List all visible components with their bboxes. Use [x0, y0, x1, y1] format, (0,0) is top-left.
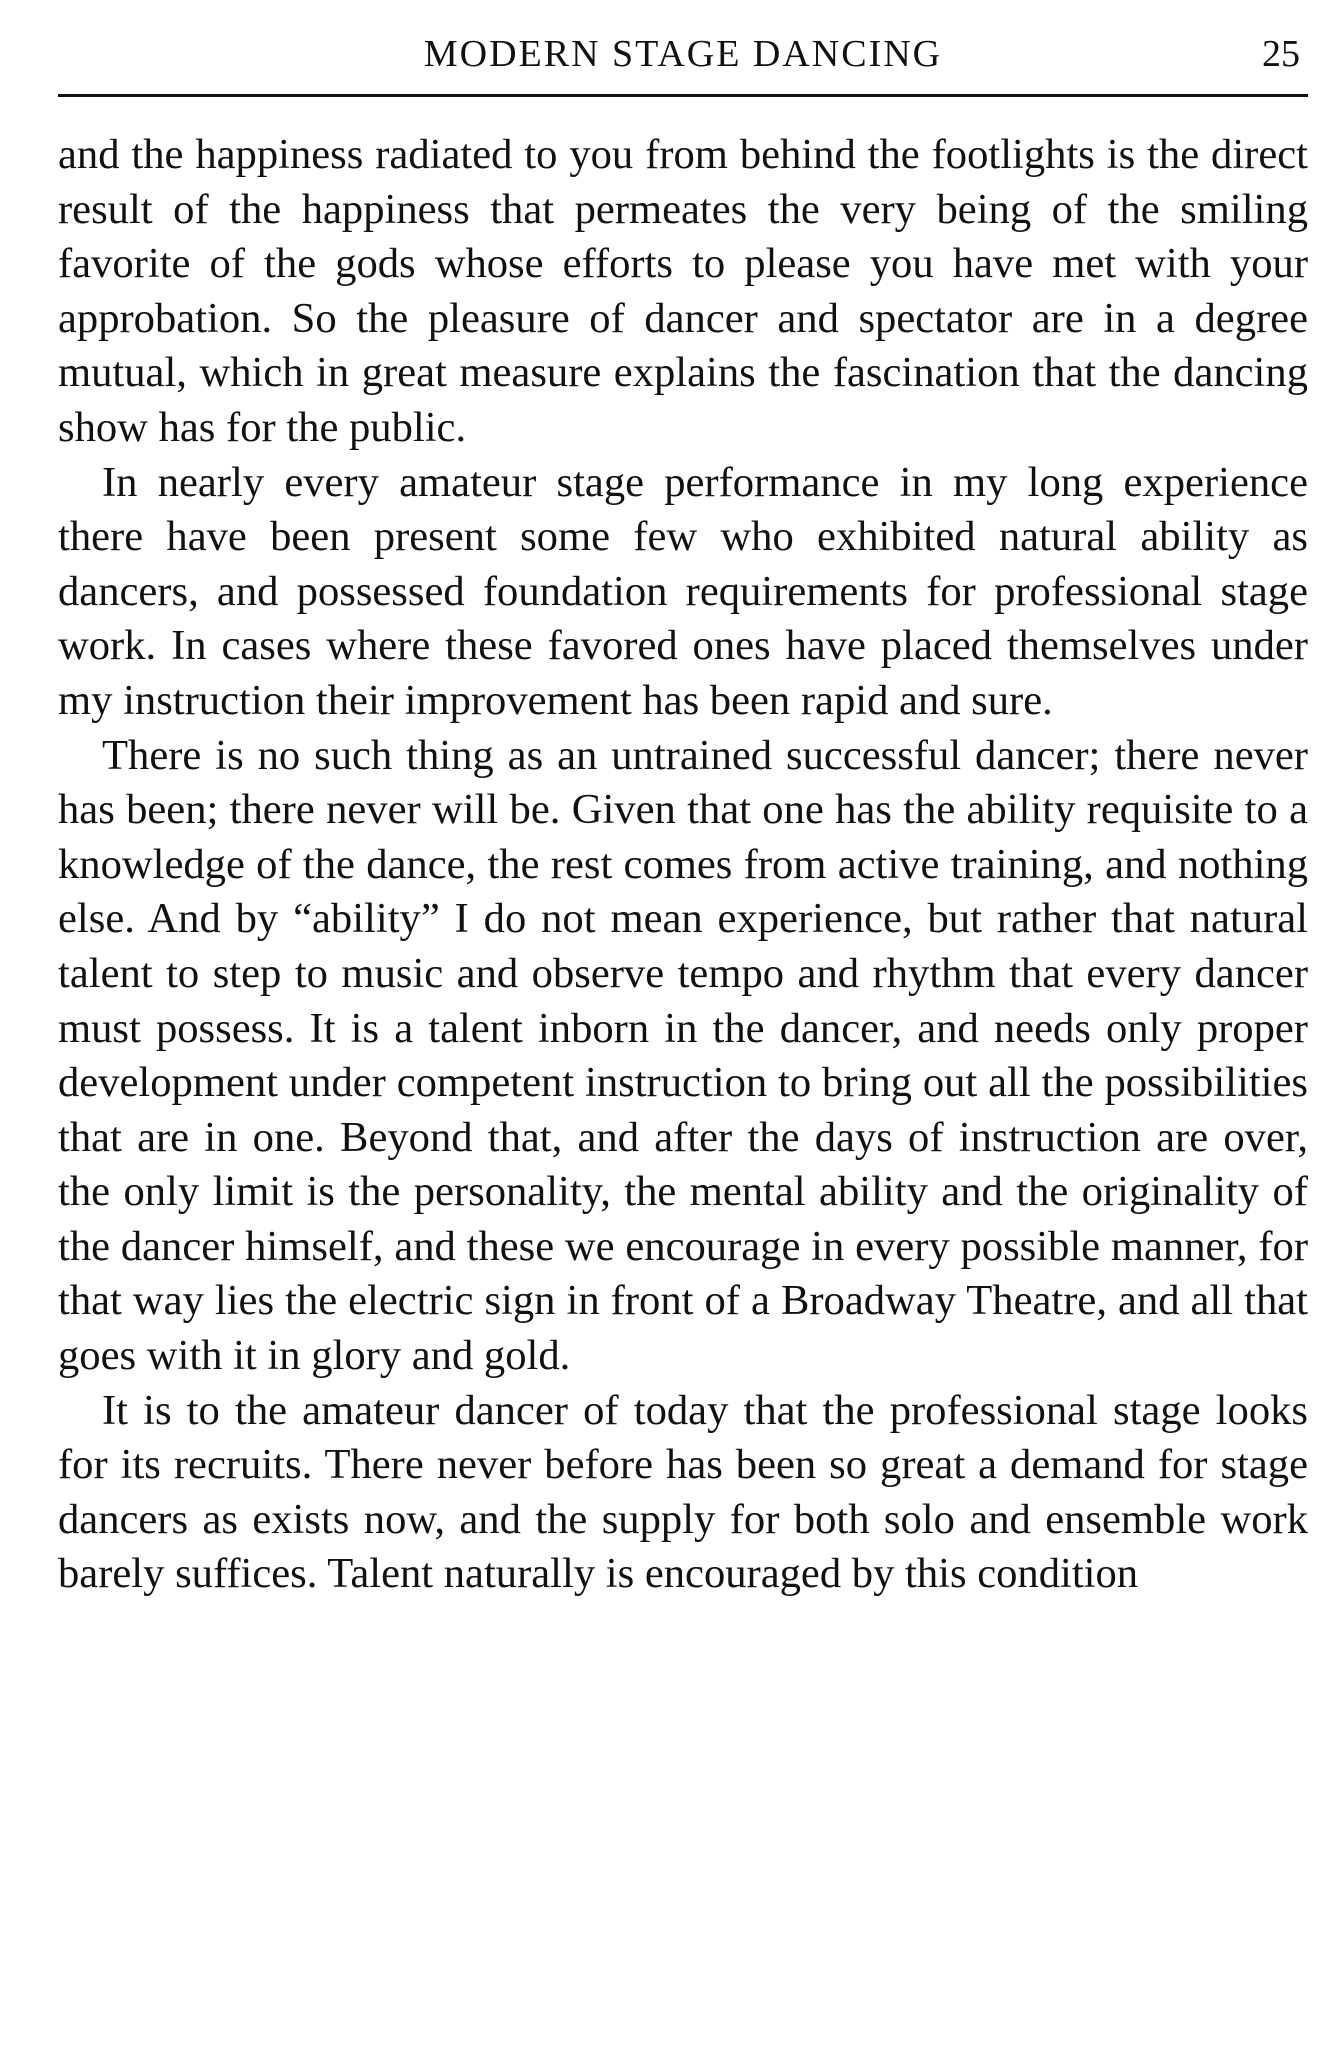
page-header: [58, 26, 1308, 86]
paragraph-1: and the happiness radiated to you from behind the footlights is the direct result of the happiness that permeates the very being of the smiling favorite of the gods whose efforts to please you have met with your approbation. So the pleasure of dancer and spectator are in a degree mutual, which in great measure explains the fascination that the dancing show has for the public.: [58, 131, 1308, 451]
header-rule: [58, 94, 1308, 97]
paragraph-4: It is to the amateur dancer of today that the professional stage looks for its recruits. There never before has been so great a demand for stage dancers as exists now, and the supply for both solo and ensemble work barely suffices. Talent naturally is encouraged by this condition: [58, 1386, 1308, 1598]
page-number: 25: [1262, 33, 1300, 75]
paragraph-2: In nearly every amateur stage performance in my long experience there have been present some few who exhibited natural ability as dancers, and possessed foundation requirements for professional stage work. In cases where these favored ones have placed themselves under my instruction their improvement has been rapid and sure.: [58, 458, 1308, 724]
running-title: MODERN STAGE DANCING: [423, 33, 943, 75]
paragraph-3: There is no such thing as an untrained successful dancer; there never has been; there never will be. Given that one has the ability requisite to a knowledge of the dance, the rest comes from active training, and nothing else. And by “ability” I do not mean experience, but rather that natural talent to step to music and observe tempo and rhythm that every dancer must possess. It is a talent inborn in the dancer, and needs only proper development under competent instruction to bring out all the possibilities that are in one. Beyond that, and after the days of instruction are over, the only limit is the personality, the mental ability and the originality of the dancer himself, and these we encourage in every possible manner, for that way lies the electric sign in front of a Broadway Theatre, and all that goes with it in glory and gold.: [58, 731, 1308, 1380]
body-text: [58, 128, 1308, 1602]
